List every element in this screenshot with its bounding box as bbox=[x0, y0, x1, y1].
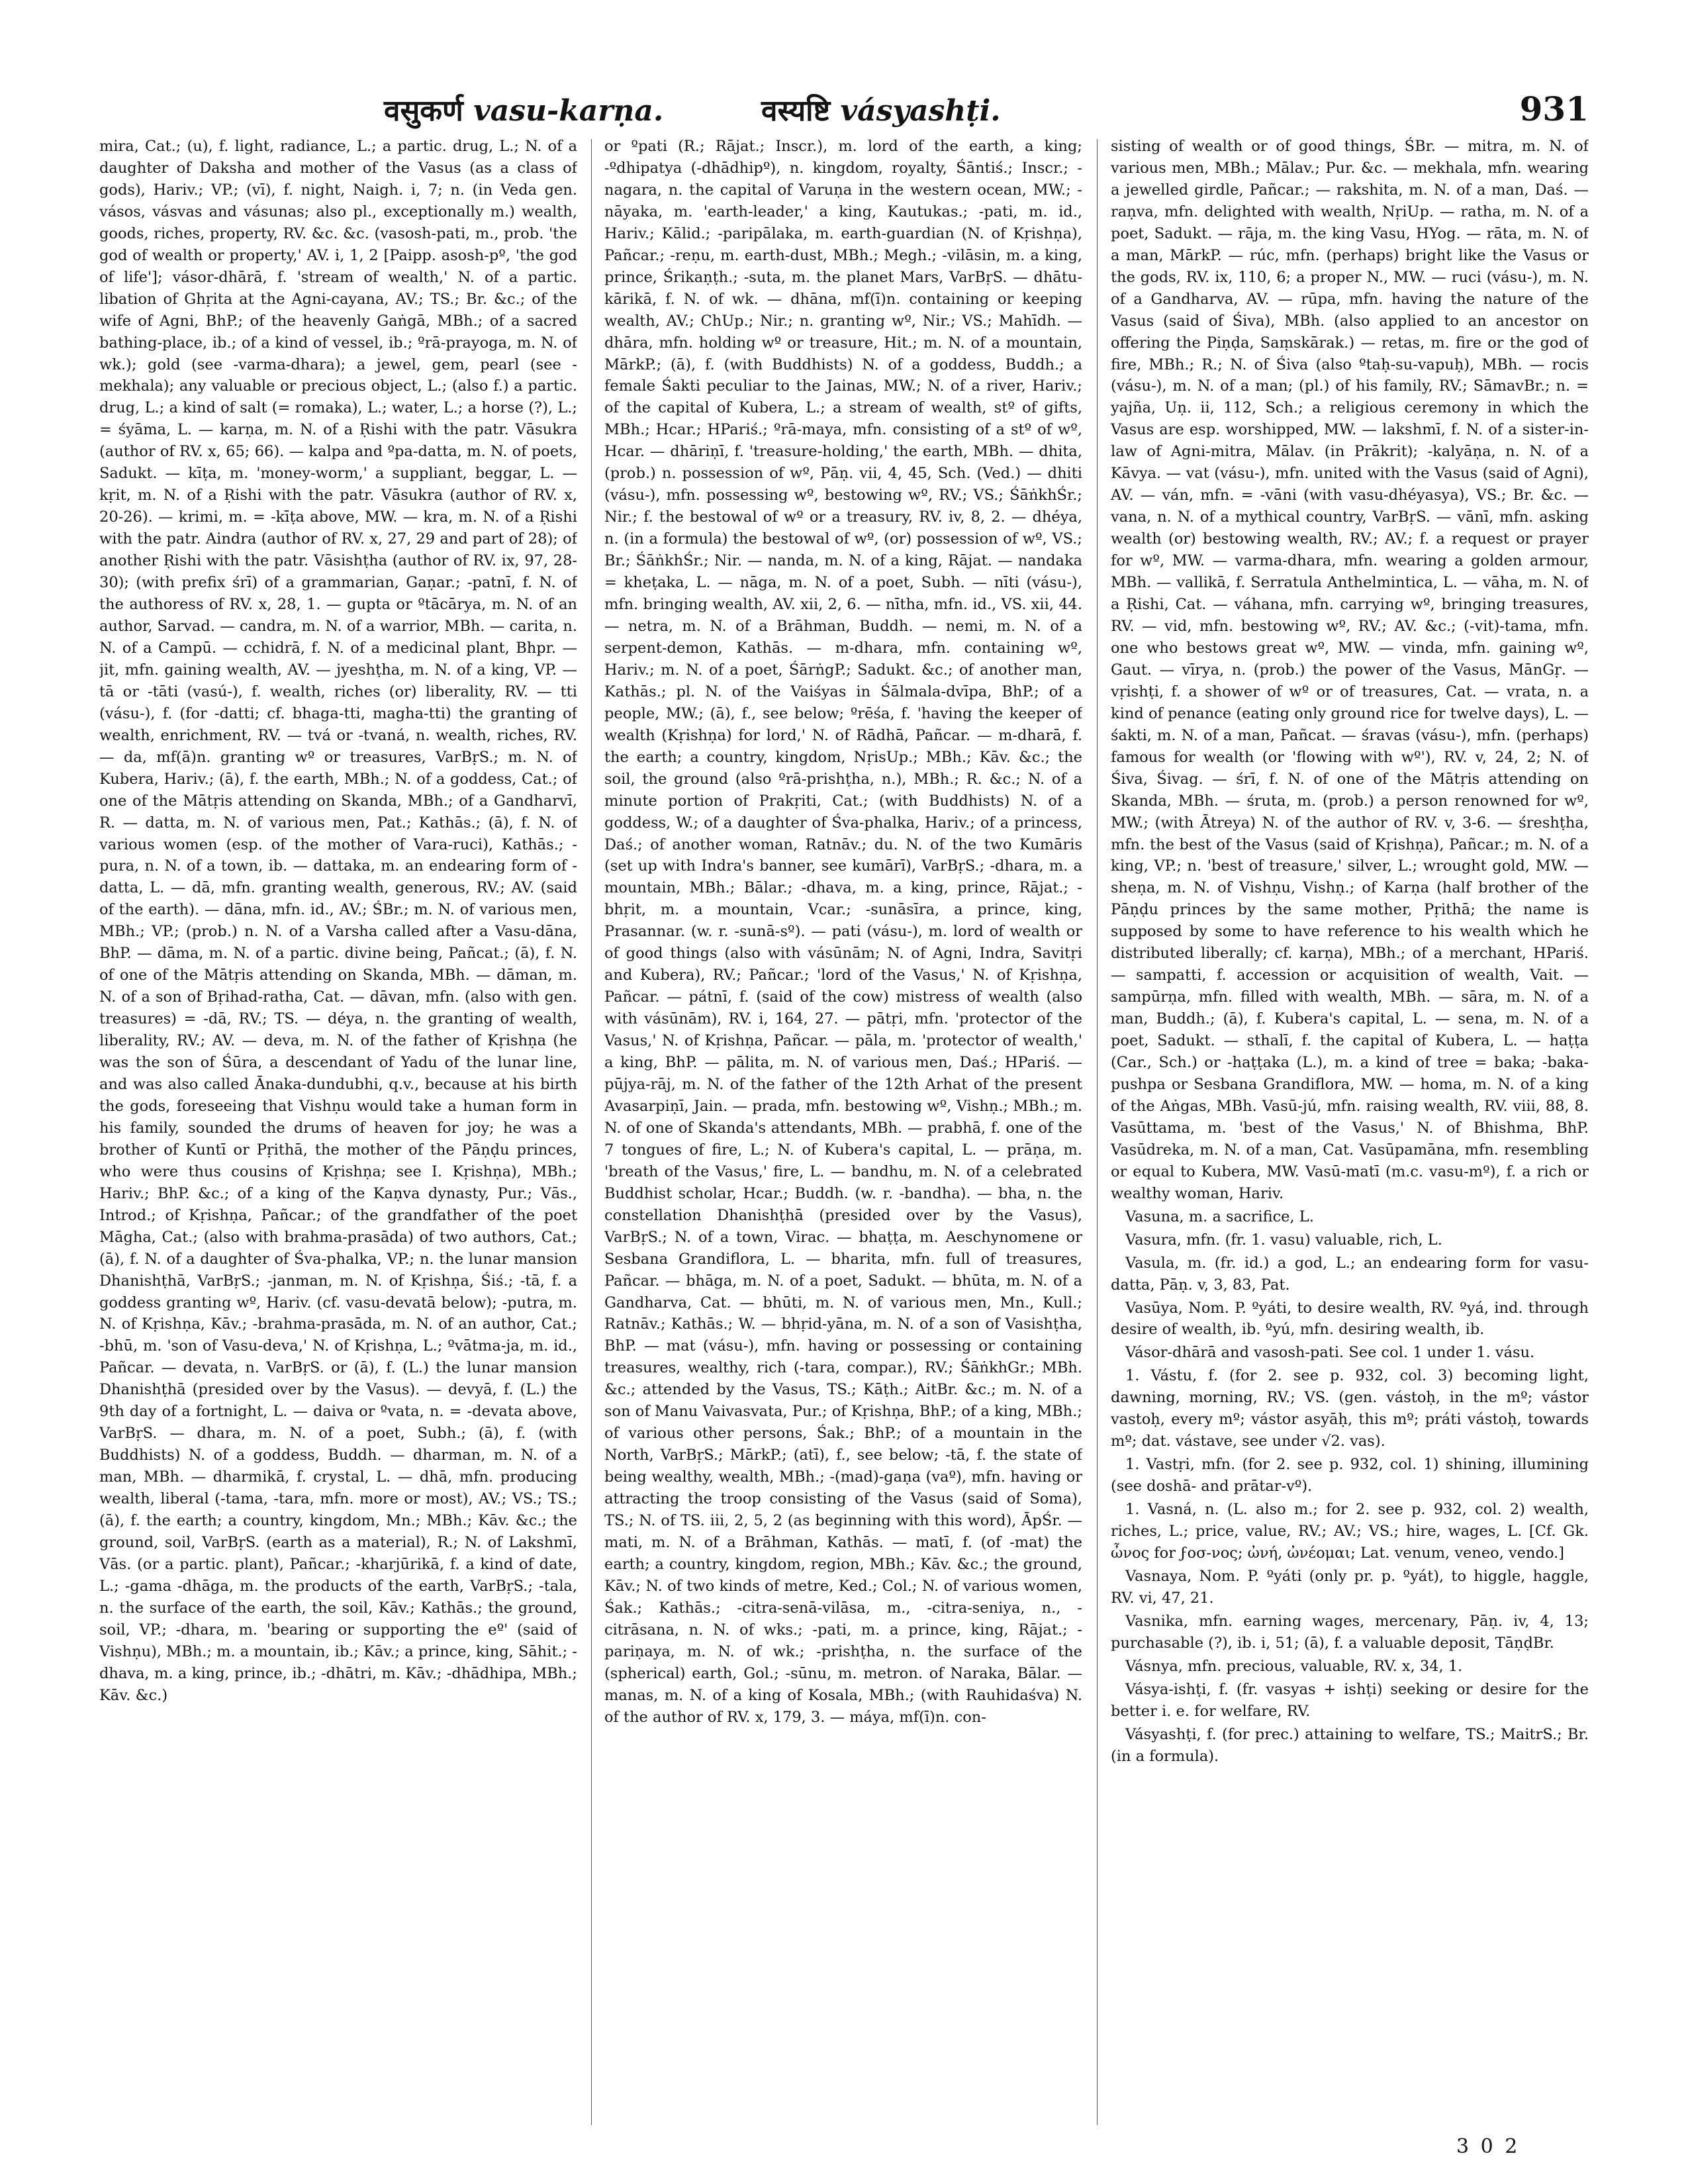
column-3 bbox=[1111, 136, 1589, 2122]
dictionary-entry: Vasula, m. (fr. id.) a god, L.; an endearing form for vasu-datta, Pāṇ. v, 3, 83, Pat. bbox=[1111, 1254, 1589, 1294]
header-left-devanagari: वसुकर्ण bbox=[384, 94, 463, 128]
header-left-headword bbox=[384, 89, 663, 129]
dictionary-entry: Vásyashṭi, f. (for prec.) attaining to welfare, TS.; MaitrS.; Br. (in a formula). bbox=[1111, 1725, 1589, 1765]
dictionary-entry: Vasuna, m. a sacrifice, L. bbox=[1125, 1208, 1314, 1225]
dictionary-entry: Vasura, mfn. (fr. 1. vasu) valuable, rich, L. bbox=[1125, 1231, 1442, 1249]
dictionary-entry: 1. Vastṛi, mfn. (for 2. see p. 932, col. 1) shining, illumining (see doshā- and prātar-vº). bbox=[1111, 1456, 1589, 1496]
page-header bbox=[99, 89, 1589, 136]
header-center-headword bbox=[761, 89, 1001, 129]
column-2 bbox=[604, 136, 1082, 2122]
header-center-devanagari: वस्यष्टि bbox=[761, 94, 831, 128]
dictionary-columns bbox=[99, 136, 1589, 2122]
dictionary-entry: sisting of wealth or of good things, ŚBr. — mitra, m. N. of various men, MBh.; Mālav.; Pur. &c. — mekhala, mfn. wearing a jewelled girdle, Pañcar.; — rakshita, m. N. of a man, Daś. — raṇva, mfn. delighted with wealth, NṛiUp. — ratha, m. N. of a poet, Sadukt. — rāja, m. the king Vasu, HYog. — rāta, m. N. of a man, MārkP. — rúc, mfn. (perhaps) bright like the Vasus or the gods, RV. ix, 110, 6; a proper N., MW. — ruci (vásu-), m. N. of a Gandharva, AV. — rūpa, mfn. having the nature of the Vasus (said of Śiva), MBh. (also applied to an ancestor on offering the Piṇḍa, Saṃskārak.) — retas, m. fire or the god of fire, MBh.; R.; N. of Śiva (also ºtaḥ-su-vapuḥ), MBh. — rocis (vásu-), m. N. of a man; (pl.) of his family, RV.; SāmavBr.; n. = yajña, Uṇ. ii, 112, Sch.; a religious ceremony in which the Vasus are esp. worshipped, MW. — lakshmī, f. N. of a sister-in-law of Agni-mitra, Mālav. (in Prākrit); -kalyāṇa, n. N. of a Kāvya. — vat (vásu-), mfn. united with the Vasus (said of Agni), AV. — ván, mfn. = -vāni (with vasu-dhéyasya), VS.; Br. &c. — vana, n. N. of a mythical country, VarBṛS. — vānī, mfn. asking wealth (or) bestowing wealth, RV.; AV.; f. a request or prayer for wº, MW. — varma-dhara, mfn. wearing a golden armour, MBh. — vallikā, f. Serratula Anthelmintica, L. — vāha, m. N. of a Ṛishi, Cat. — váhana, mfn. carrying wº, bringing treasures, RV. — vid, mfn. bestowing wº, RV.; AV. &c.; (-vit)-tama, mfn. one who bestows great wº, MW. — vinda, mfn. gaining wº, Gaut. — vīrya, n. (prob.) the power of the Vasus, MānGṛ. — vṛishṭi, f. a shower of wº or of treasures, Cat. — vrata, n. a kind of penance (eating only ground rice for twelve days), L. — śakti, m. N. of a man, Pañcat. — śravas (vásu-), mfn. (perhaps) famous for wealth (or 'flowing with wº'), RV. v, 24, 2; N. of Śiva, Śivag. — śrī, f. N. of one of the Mātṛis attending on Skanda, MBh. — śruta, m. (prob.) a person renowned for wº, MW.; (with Ātreya) N. of the author of RV. v, 3-6. — śreshṭha, mfn. the best of the Vasus (said of Kṛishṇa), Pañcar.; m. N. of a king, VP.; n. 'best of treasure,' silver, L.; wrought gold, MW. — sheṇa, m. N. of Vishṇu, Vishṇ.; of Karṇa (half brother of the Pāṇḍu princes by the same mother, Pṛithā; the name is supposed by some to have reference to his wealth which he distributed liberally; cf. karṇa), MBh.; of a merchant, HPariś. — sampatti, f. accession or acquisition of wealth, Vait. — sampūrṇa, mfn. filled with wealth, MBh. — sāra, m. N. of a man, Buddh.; (ā), f. Kubera's capital, L. — sena, m. N. of a poet, Sadukt. — sthalī, f. the capital of Kubera, L. — haṭṭa (Car., Sch.) or -haṭṭaka (L.), m. a kind of tree = baka; -baka-pushpa or Sesbana Grandiflora, MW. — homa, m. N. of a king of the Aṅgas, MBh. Vasū-jú, mfn. raising wealth, RV. viii, 88, 8. Vasūttama, m. 'best of the Vasus,' N. of Bhishma, BhP. Vasūdreka, m. N. of a man, Cat. Vasūpamāna, mfn. resembling or equal to Kubera, MW. Vasū-matī (m.c. vasu-mº), f. a rich or wealthy woman, Hariv. bbox=[1111, 138, 1589, 1202]
dictionary-entry: 1. Vástu, f. (for 2. see p. 932, col. 3) becoming light, dawning, morning, RV.; VS. (gen. vástoḥ, in the mº; vástor vastoḥ, every mº; vástor asyāḥ, this mº; práti vástoḥ, towards mº; dat. vástave, see under √2. vas). bbox=[1111, 1367, 1589, 1450]
signature-mark: 3 0 2 bbox=[1456, 2135, 1521, 2158]
column-1 bbox=[99, 136, 577, 2122]
page-number: 931 bbox=[1519, 89, 1589, 128]
dictionary-entry: Vásya-ishṭi, f. (fr. vasyas + ishṭi) seeking or desire for the better i. e. for welfare, RV. bbox=[1111, 1680, 1589, 1720]
dictionary-entry: Vásnya, mfn. precious, valuable, RV. x, 34, 1. bbox=[1125, 1657, 1463, 1675]
dictionary-entry: Vasnaya, Nom. P. ºyáti (only pr. p. ºyát), to higgle, haggle, RV. vi, 47, 21. bbox=[1111, 1567, 1589, 1607]
dictionary-entry: 1. Vasná, n. (L. also m.; for 2. see p. 932, col. 2) wealth, riches, L.; price, value, RV.; AV.; VS.; hire, wages, L. [Cf. Gk. ὦνος for ϝοσ-νος; ὠνή, ὠνέομαι; Lat. venum, veneo, vendo.] bbox=[1111, 1501, 1589, 1562]
dictionary-entry: Vasnika, mfn. earning wages, mercenary, Pāṇ. iv, 4, 13; purchasable (?), ib. i, 51; (ā), f. a valuable deposit, TāṇḍBr. bbox=[1111, 1612, 1589, 1652]
header-center-roman: vásyashṭi. bbox=[840, 94, 1001, 128]
header-left-roman: vasu-karṇa. bbox=[473, 94, 664, 128]
dictionary-entry: Vasūya, Nom. P. ºyáti, to desire wealth, RV. ºyá, ind. through desire of wealth, ib. ºyú, mfn. desiring wealth, ib. bbox=[1111, 1299, 1589, 1339]
dictionary-entry: or ºpati (R.; Rājat.; Inscr.), m. lord of the earth, a king; -ºdhipatya (-dhādhipº), n. kingdom, royalty, Śāntiś.; Inscr.; -nagara, n. the capital of Varuṇa in the western ocean, MW.; -nāyaka, m. 'earth-leader,' a king, Kautukas.; -pati, m. id., Hariv.; Kālid.; -paripālaka, m. earth-guardian (N. of Kṛishṇa), Pañcar.; -reṇu, m. earth-dust, MBh.; Megh.; -vilāsin, m. a king, prince, Śrikaṇṭh.; -suta, m. the planet Mars, VarBṛS. — dhātu-kārikā, f. N. of wk. — dhāna, mf(ī)n. containing or keeping wealth, AV.; ChUp.; Nir.; n. granting wº, Nir.; VS.; Mahīdh. — dhāra, mfn. holding wº or treasure, Hit.; m. N. of a mountain, MārkP.; (ā), f. (with Buddhists) N. of a goddess, Buddh.; a female Śakti peculiar to the Jainas, MW.; N. of a river, Hariv.; of the capital of Kubera, L.; a stream of wealth, stº of gifts, MBh.; Hcar.; HPariś.; ºrā-maya, mfn. consisting of a stº of wº, Hcar. — dhāriṇī, f. 'treasure-holding,' the earth, MBh. — dhita, (prob.) n. possession of wº, Pāṇ. vii, 4, 45, Sch. (Ved.) — dhiti (vásu-), mfn. possessing wº, bestowing wº, RV.; VS.; ŚāṅkhŚr.; Nir.; f. the bestowal of wº or a treasury, RV. iv, 8, 2. — dhéya, n. (in a formula) the bestowal of wº, (or) possession of wº, VS.; Br.; ŚāṅkhŚr.; Nir. — nanda, m. N. of a king, Rājat. — nandaka = kheṭaka, L. — nāga, m. N. of a poet, Subh. — nīti (vásu-), mfn. bringing wealth, AV. xii, 2, 6. — nītha, mfn. id., VS. xii, 44. — netra, m. N. of a Brāhman, Buddh. — nemi, m. N. of a serpent-demon, Kathās. — m-dhara, mfn. containing wº, Hariv.; m. N. of a poet, ŚārṅgP.; Sadukt. &c.; of another man, Kathās.; pl. N. of the Vaiśyas in Śālmala-dvīpa, BhP.; of a people, MW.; (ā), f., see below; ºrēśa, f. 'having the keeper of wealth (Kṛishṇa) for lord,' N. of Rādhā, Pañcar. — m-dharā, f. the earth; a country, kingdom, NṛisUp.; MBh.; Kāv. &c.; the soil, the ground (also ºrā-prishṭha, n.), MBh.; R. &c.; N. of a minute portion of Prakṛiti, Cat.; (with Buddhists) N. of a goddess, W.; of a daughter of Śva-phalka, Hariv.; of a princess, Daś.; of another woman, Ratnāv.; du. N. of the two Kumāris (set up with Indra's banner, see kumārī), VarBṛS.; -dhara, m. a mountain, MBh.; Bālar.; -dhava, m. a king, prince, Rājat.; -bhṛit, m. a mountain, Vcar.; -sunāsīra, a prince, king, Prasannar. (w. r. -sunā-sº). — pati (vásu-), m. lord of wealth or of good things (also with vásūnām; N. of Agni, Indra, Savitṛi and Kubera), RV.; Pañcar.; 'lord of the Vasus,' N. of Kṛishṇa, Pañcar. — pátnī, f. (said of the cow) mistress of wealth (also with vásūnām), RV. i, 164, 27. — pātṛi, mfn. 'protector of the Vasus,' N. of Kṛishṇa, Pañcar. — pāla, m. 'protector of wealth,' a king, BhP. — pālita, m. N. of various men, Daś.; HPariś. — pūjya-rāj, m. N. of the father of the 12th Arhat of the present Avasarpiṇī, Jain. — prada, mfn. bestowing wº, Vishṇ.; MBh.; m. N. of one of Skanda's attendants, MBh. — prabhā, f. one of the 7 tongues of fire, L.; N. of Kubera's capital, L. — prāṇa, m. 'breath of the Vasus,' fire, L. — bandhu, m. N. of a celebrated Buddhist scholar, Hcar.; Buddh. (w. r. -bandha). — bha, n. the constellation Dhanishṭhā (presided over by the Vasus), VarBṛS.; N. of a town, Virac. — bhaṭṭa, m. Aeschynomene or Sesbana Grandiflora, L. — bharita, mfn. full of treasures, Pañcar. — bhāga, m. N. of a poet, Sadukt. — bhūta, m. N. of a Gandharva, Cat. — bhūti, m. N. of various men, Mn., Kull.; Ratnāv.; Kathās.; W. — bhṛid-yāna, m. N. of a son of Vasishṭha, BhP. — mat (vásu-), mfn. having or possessing or containing treasures, wealthy, rich (-tara, compar.), RV.; ŚāṅkhGr.; MBh. &c.; attended by the Vasus, TS.; Kāṭh.; AitBr. &c.; m. N. of a son of Manu Vaivasvata, Pur.; of Kṛishṇa, BhP.; of a king, MBh.; of various other persons, Śak.; BhP.; of a mountain in the North, VarBṛS.; MārkP.; (atī), f., see below; -tā, f. the state of being wealthy, wealth, MBh.; -(mad)-gaṇa (vaº), mfn. having or attracting the troop consisting of the Vasus (said of Soma), TS.; N. of TS. iii, 2, 5, 2 (as beginning with this word), ĀpŚr. — mati, m. N. of a Brāhman, Kathās. — matī, f. (of -mat) the earth; a country, kingdom, region, MBh.; Kāv. &c.; the ground, Kāv.; N. of two kinds of metre, Ked.; Col.; N. of various women, Śak.; Kathās.; -citra-senā-vilāsa, m., -citra-seniya, n., -citrāsana, n. N. of wks.; -pati, m. a prince, king, Rājat.; -pariṇaya, m. N. of wk.; -prishṭha, n. the surface of the (spherical) earth, Gol.; -sūnu, m. metron. of Naraka, Bālar. — manas, m. N. of a king of Kosala, MBh.; (with Rauhidaśva) N. of the author of RV. x, 179, 3. — máya, mf(ī)n. con- bbox=[604, 138, 1082, 1726]
dictionary-entry: mira, Cat.; (u), f. light, radiance, L.; a partic. drug, L.; N. of a daughter of Daksha and mother of the Vasus (as a class of gods), Hariv.; VP.; (vī), f. night, Naigh. i, 7; n. (in Veda gen. vásos, vásvas and vásunas; also pl., exceptionally m.) wealth, goods, riches, property, RV. &c. &c. (vasosh-pati, m., prob. 'the god of wealth or property,' AV. i, 1, 2 [Paipp. asosh-pº, 'the god of life']; vásor-dhārā, f. 'stream of wealth,' N. of a partic. libation of Ghṛita at the Agni-cayana, AV.; TS.; Br. &c.; of the wife of Agni, BhP.; of the heavenly Gaṅgā, MBh.; of a sacred bathing-place, ib.; of a kind of vessel, ib.; ºrā-prayoga, m. N. of wk.); gold (see -varma-dhara); a jewel, gem, pearl (see -mekhala); any valuable or precious object, L.; (also f.) a partic. drug, L.; a kind of salt (= romaka), L.; water, L.; a horse (?), L.; = śyāma, L. — karṇa, m. N. of a Ṛishi with the patr. Vāsukra (author of RV. x, 65; 66). — kalpa and ºpa-datta, m. N. of poets, Sadukt. — kīṭa, m. 'money-worm,' a suppliant, beggar, L. — kṛit, m. N. of a Ṛishi with the patr. Vāsukra (author of RV. x, 20-26). — krimi, m. = -kīṭa above, MW. — kra, m. N. of a Ṛishi with the patr. Aindra (author of RV. x, 27, 29 and part of 28); of another Ṛishi with the patr. Vāsishṭha (author of RV. ix, 97, 28-30); (with prefix śrī) of a grammarian, Gaṇar.; -patnī, f. N. of the authoress of RV. x, 28, 1. — gupta or ºtācārya, m. N. of an author, Sarvad. — candra, m. N. of a warrior, MBh. — carita, n. N. of a Campū. — cchidrā, f. N. of a medicinal plant, Bhpr. — jit, mfn. gaining wealth, AV. — jyeshṭha, m. N. of a king, VP. — tā or -tāti (vasú-), f. wealth, riches (or) liberality, RV. — tti (vásu-), f. (for -datti; cf. bhaga-tti, magha-tti) the granting of wealth, enrichment, RV. — tvá or -tvaná, n. wealth, riches, RV. — da, mf(ā)n. granting wº or treasures, VarBṛS.; m. N. of Kubera, Hariv.; (ā), f. the earth, MBh.; N. of a goddess, Cat.; of one of the Mātṛis attending on Skanda, MBh.; of a Gandharvī, R. — datta, m. N. of various men, Pat.; Kathās.; (ā), f. N. of various women (esp. of the mother of Vara-ruci), Kathās.; -pura, n. N. of a town, ib. — dattaka, m. an endearing form of -datta, L. — dā, mfn. granting wealth, generous, RV.; AV. (said of the earth). — dāna, mfn. id., AV.; ŚBr.; m. N. of various men, MBh.; VP.; (prob.) n. N. of a Varsha called after a Vasu-dāna, BhP. — dāma, m. N. of a partic. divine being, Pañcat.; (ā), f. N. of one of the Mātṛis attending on Skanda, MBh. — dāman, m. N. of a son of Bṛihad-ratha, Cat. — dāvan, mfn. (also with gen. treasures) = -dā, RV.; TS. — déya, n. the granting of wealth, liberality, RV.; AV. — deva, m. N. of the father of Kṛishṇa (he was the son of Śūra, a descendant of Yadu of the lunar line, and was also called Ānaka-dundubhi, q.v., because at his birth the gods, foreseeing that Vishṇu would take a human form in his family, sounded the drums of heaven for joy; he was a brother of Kuntī or Pṛithā, the mother of the Pāṇḍu princes, who were thus cousins of Kṛishṇa; see I. Kṛishṇa), MBh.; Hariv.; BhP. &c.; of a king of the Kaṇva dynasty, Pur.; Vās., Introd.; of Kṛishṇa, Pañcar.; of the grandfather of the poet Māgha, Cat.; (also with brahma-prasāda) of two authors, Cat.; (ā), f. N. of a daughter of Śva-phalka, VP.; n. the lunar mansion Dhanishṭhā, VarBṛS.; -janman, m. N. of Kṛishṇa, Śiś.; -tā, f. a goddess granting wº, Hariv. (cf. vasu-devatā below); -putra, m. N. of Kṛishṇa, Kāv.; -brahma-prasāda, m. N. of an author, Cat.; -bhū, m. 'son of Vasu-deva,' N. of Kṛishṇa, L.; ºvātma-ja, m. id., Pañcar. — devata, n. VarBṛS. or (ā), f. (L.) the lunar mansion Dhanishṭhā (presided over by the Vasus). — devyā, f. (L.) the 9th day of a fortnight, L. — daiva or ºvata, n. = -devata above, VarBṛS. — dhara, m. N. of a poet, Subh.; (ā), f. (with Buddhists) N. of a goddess, Buddh. — dharman, m. N. of a man, MBh. — dharmikā, f. crystal, L. — dhā, mfn. producing wealth, liberal (-tama, -tara, mfn. more or most), AV.; VS.; TS.; (ā), f. the earth; a country, kingdom, Mn.; MBh.; Kāv. &c.; the ground, soil, VarBṛS. (earth as a material), R.; N. of Lakshmī, Vās. (or a partic. plant), Pañcar.; -kharjūrikā, f. a kind of date, L.; -gama -dhāga, m. the products of the earth, VarBṛS.; -tala, n. the surface of the earth, the soil, Kāv.; Kathās.; the ground, soil, VP.; -dhara, m. 'bearing or supporting the eº' (said of Vishṇu), MBh.; m. a mountain, ib.; Kāv.; a prince, king, Sāhit.; -dhava, m. a king, prince, ib.; -dhātri, m. Kāv.; -dhādhipa, MBh.; Kāv. &c.) bbox=[99, 138, 577, 1704]
dictionary-entry: Vásor-dhārā and vasosh-pati. See col. 1 under 1. vásu. bbox=[1125, 1344, 1535, 1362]
